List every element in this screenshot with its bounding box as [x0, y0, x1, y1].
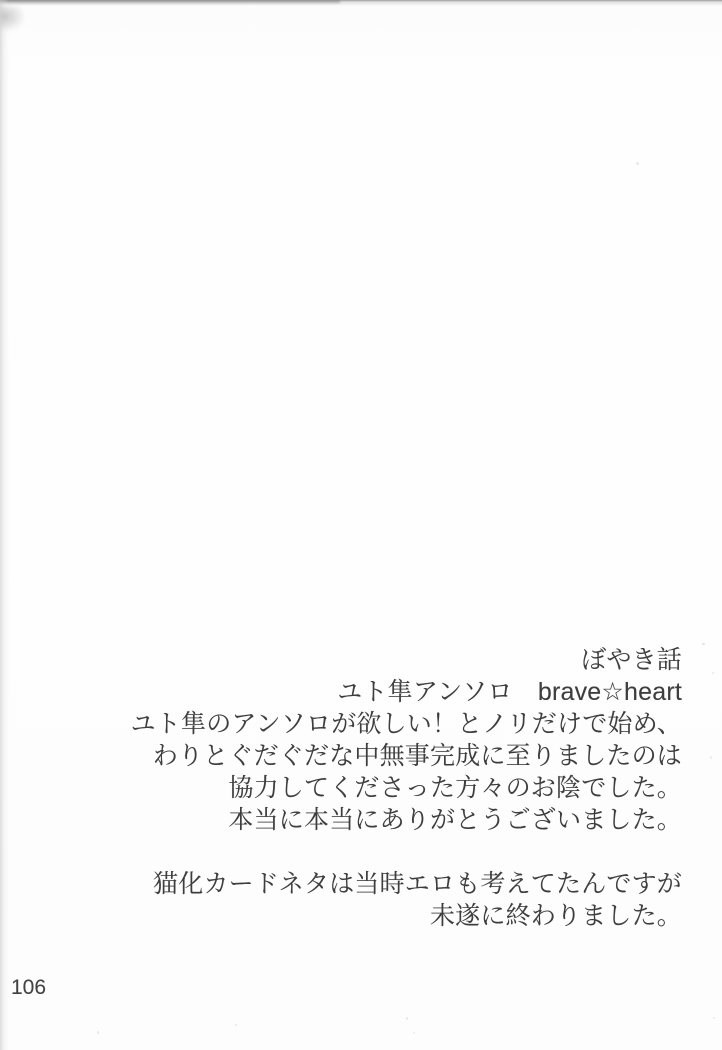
postscript-line: 未遂に終わりました。 — [429, 902, 682, 930]
scan-speck — [636, 162, 639, 165]
afterword-subtitle: ユト隼アンソロ brave☆heart — [337, 678, 682, 706]
afterword-text-block — [131, 644, 682, 932]
afterword-title: ぼやき話 — [581, 646, 682, 674]
scan-speck — [713, 1017, 715, 1019]
scan-speck — [235, 1024, 237, 1026]
scan-artifact-top-edge-dark — [0, 0, 340, 4]
postscript-line: 猫化カードネタは当時エロも考えてたんですが — [153, 870, 682, 898]
scan-speck — [702, 643, 705, 645]
scan-speck — [413, 1032, 415, 1034]
afterword-line: 本当に本当にありがとうございました。 — [228, 806, 682, 834]
paragraph-gap — [131, 836, 682, 868]
afterword-line: ユト隼のアンソロが欲しい！とノリだけで始め、 — [130, 710, 682, 738]
scan-speck — [710, 756, 712, 759]
page-number: 106 — [11, 976, 47, 999]
scan-artifact-left-edge — [0, 0, 9, 1050]
scan-speck — [406, 1017, 408, 1020]
scan-speck — [712, 672, 714, 674]
scan-artifact-top-edge — [0, 0, 722, 6]
scan-speck — [97, 1031, 99, 1034]
scan-artifact-corner-smudge — [0, 6, 26, 32]
afterword-line: わりとぐだぐだな中無事完成に至りましたのは — [152, 742, 682, 770]
afterword-line: 協力してくださった方々のお陰でした。 — [228, 774, 682, 802]
